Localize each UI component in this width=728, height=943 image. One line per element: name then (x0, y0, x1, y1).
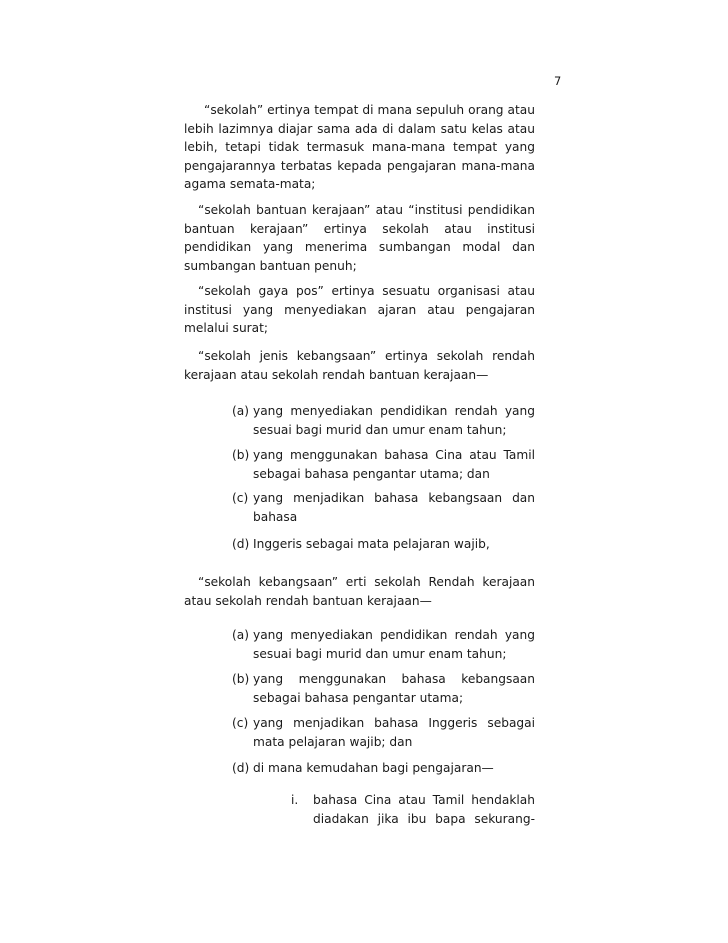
list-item (232, 670, 535, 707)
list-item (232, 446, 535, 483)
item-label: (b) (232, 448, 250, 462)
item-label: (a) (232, 628, 249, 642)
item-label: (c) (232, 716, 249, 730)
definition-sekolah-jenis-kebangsaan: “sekolah jenis kebangsaan” ertinya sekolah rendah kerajaan atau sekolah rendah bantuan kerajaan— (184, 349, 535, 382)
item-label: (d) (232, 761, 250, 775)
item-text: Inggeris sebagai mata pelajaran wajib, (253, 537, 490, 551)
list-item (232, 759, 535, 778)
list-item (232, 489, 535, 526)
item-text: yang menjadikan bahasa Inggeris sebagai mata pelajaran wajib; dan (253, 716, 535, 749)
item-text: yang menyediakan pendidikan rendah yang sesuai bagi murid dan umur enam tahun; (253, 404, 535, 437)
item-label: (c) (232, 491, 249, 505)
definition-sekolah: “sekolah” ertinya tempat di mana sepuluh orang atau lebih lazimnya diajar sama ada di dalam satu kelas atau lebih, tetapi tidak termasuk mana-mana tempat yang pengajarannya terbatas kepada pengajaran mana-mana agama semata-mata; (184, 103, 535, 192)
item-text: yang menggunakan bahasa Cina atau Tamil sebagai bahasa pengantar utama; dan (253, 448, 535, 481)
subitem-label: i. (291, 793, 299, 807)
definition-sekolah-kebangsaan: “sekolah kebangsaan” erti sekolah Rendah kerajaan atau sekolah rendah bantuan kerajaan— (184, 575, 535, 608)
subitem-text: bahasa Cina atau Tamil hendaklah diadakan jika ibu bapa sekurang- (313, 793, 535, 826)
list-item (232, 402, 535, 439)
item-text: di mana kemudahan bagi pengajaran— (253, 761, 494, 775)
item-text: yang menjadikan bahasa kebangsaan dan bahasa (253, 491, 535, 524)
list-item (232, 535, 535, 554)
definition-sekolah-bantuan-kerajaan: “sekolah bantuan kerajaan” atau “institusi pendidikan bantuan kerajaan” ertinya sekolah atau institusi pendidikan yang menerima sumbangan modal dan sumbangan bantuan penuh; (184, 203, 535, 273)
list-item (232, 714, 535, 751)
definition-sekolah-gaya-pos: “sekolah gaya pos” ertinya sesuatu organisasi atau institusi yang menyediakan ajaran atau pengajaran melalui surat; (184, 284, 535, 336)
list-item (232, 626, 535, 663)
item-label: (d) (232, 537, 250, 551)
item-label: (a) (232, 404, 249, 418)
item-text: yang menyediakan pendidikan rendah yang sesuai bagi murid dan umur enam tahun; (253, 628, 535, 661)
page-number: 7 (554, 74, 562, 88)
item-text: yang menggunakan bahasa kebangsaan sebagai bahasa pengantar utama; (253, 672, 535, 705)
item-label: (b) (232, 672, 250, 686)
sub-list-item (291, 791, 535, 828)
